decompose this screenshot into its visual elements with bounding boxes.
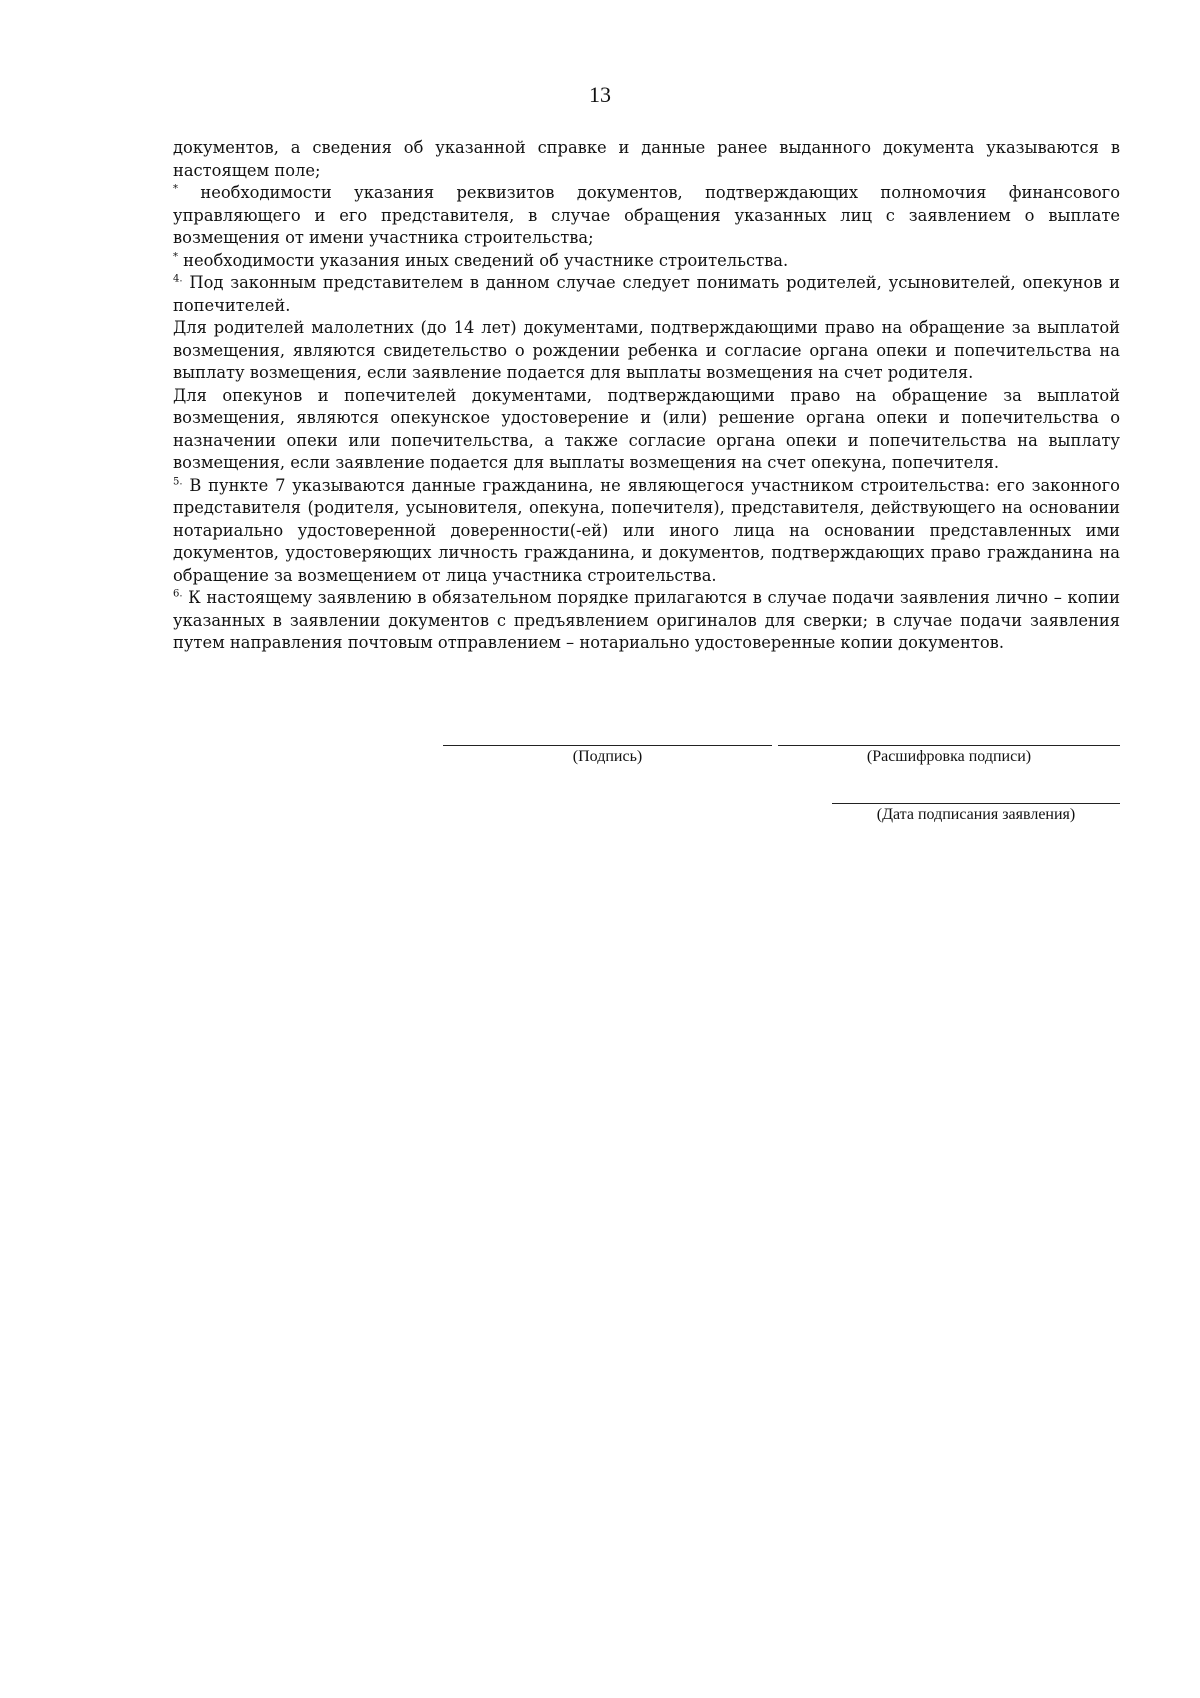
document-body <box>173 137 1120 655</box>
footnote-marker: * <box>173 251 178 263</box>
footnote-marker: 4. <box>173 273 183 285</box>
signature-decoding-caption: (Расшифровка подписи) <box>866 748 1032 765</box>
footnote-marker: 6. <box>173 588 183 600</box>
paragraph-text: В пункте 7 указываются данные гражданина, не являющегося участником строительства: его законного представителя (родителя, усыновителя, опекуна, попечителя), представителя, действующего на основании нотариально удостоверенной доверенности(-ей) или иного лица на основании представленных ими документов, удостоверяющих личность гражданина, и документов, подтверждающих право гражданина на обращение за возмещением от лица участника строительства. <box>173 475 1120 585</box>
paragraph-5 <box>173 317 1120 385</box>
paragraph-8 <box>173 587 1120 655</box>
signature-decoding-line[interactable] <box>778 745 1120 746</box>
paragraph-6 <box>173 385 1120 475</box>
signing-date-line[interactable] <box>832 803 1120 804</box>
paragraph-2 <box>173 182 1120 250</box>
paragraph-text: необходимости указания иных сведений об участнике строительства. <box>178 250 789 270</box>
paragraph-4 <box>173 272 1120 317</box>
page-number: 13 <box>589 82 611 107</box>
footnote-marker: 5. <box>173 476 183 488</box>
paragraph-3 <box>173 250 1120 273</box>
paragraph-text: Для опекунов и попечителей документами, подтверждающими право на обращение за выплатой возмещения, являются опекунское удостоверение и (или) решение органа опеки и попечительства о назначении опеки или попечительства, а также согласие органа опеки и попечительства на выплату возмещения, если заявление подается для выплаты возмещения на счет опекуна, попечителя. <box>173 385 1120 472</box>
signature-caption: (Подпись) <box>572 748 643 765</box>
paragraph-text: документов, а сведения об указанной справке и данные ранее выданного документа указываются в настоящем поле; <box>173 138 1120 180</box>
paragraph-7 <box>173 475 1120 588</box>
paragraph-text: Для родителей малолетних (до 14 лет) документами, подтверждающими право на обращение за выплатой возмещения, являются свидетельство о рождении ребенка и согласие органа опеки и попечительства на выплату возмещения, если заявление подается для выплаты возмещения на счет родителя. <box>173 318 1120 382</box>
paragraph-text: Под законным представителем в данном случае следует понимать родителей, усыновителей, опекунов и попечителей. <box>173 273 1120 315</box>
paragraph-text: необходимости указания реквизитов документов, подтверждающих полномочия финансового управляющего и его представителя, в случае обращения указанных лиц с заявлением о выплате возмещения от имени участника строительства; <box>173 183 1120 247</box>
footnote-marker: * <box>173 183 178 195</box>
paragraph-text: К настоящему заявлению в обязательном порядке прилагаются в случае подачи заявления лично – копии указанных в заявлении документов с предъявлением оригиналов для сверки; в случае подачи заявления путем направления почтовым отправлением – нотариально удостоверенные копии документов. <box>173 588 1120 652</box>
paragraph-1 <box>173 137 1120 182</box>
signing-date-caption: (Дата подписания заявления) <box>876 806 1076 823</box>
signature-line[interactable] <box>443 745 772 746</box>
